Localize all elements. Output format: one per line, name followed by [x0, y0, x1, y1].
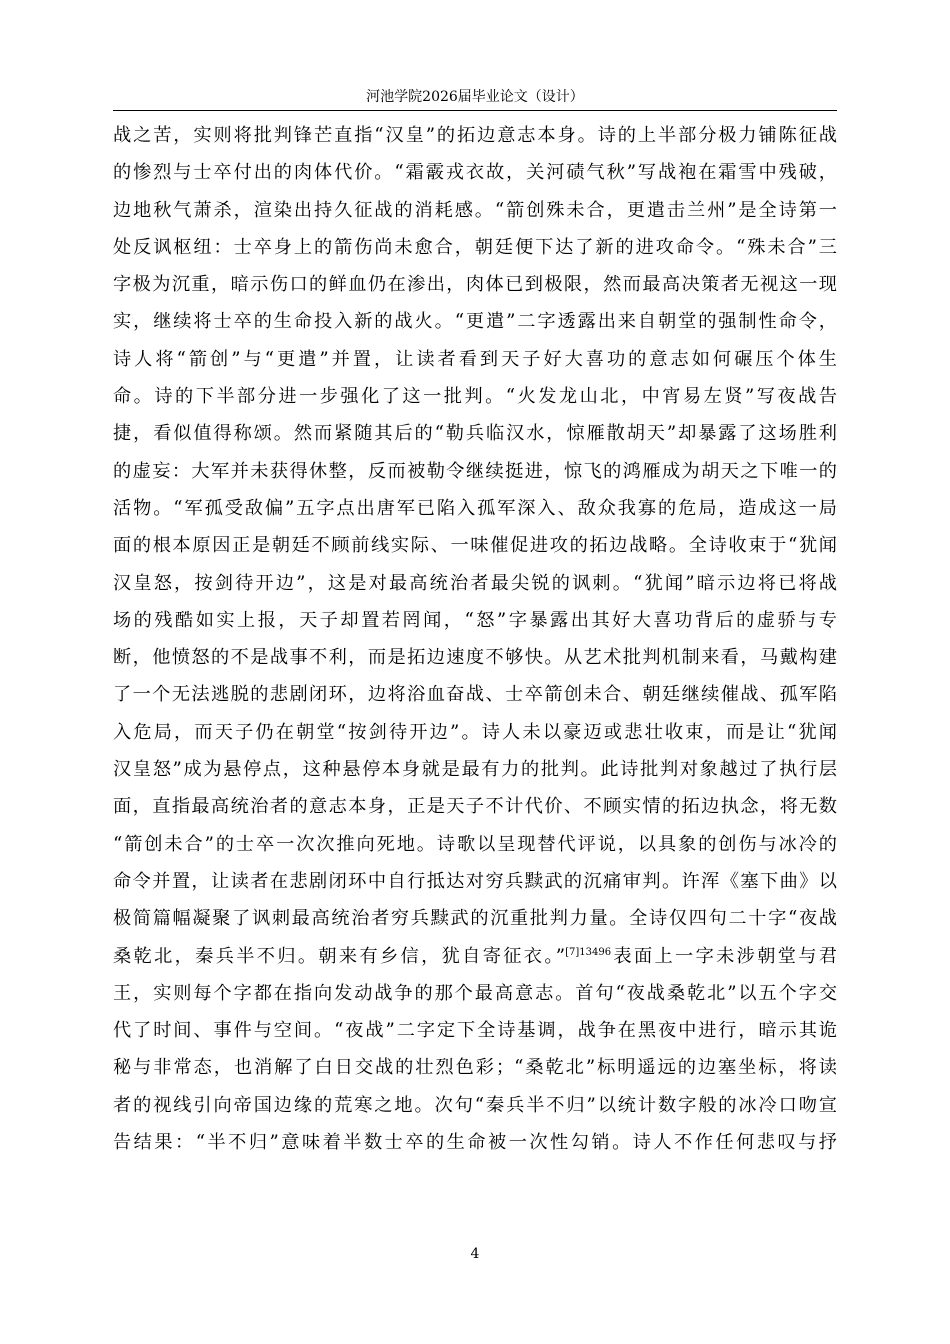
page-header: [113, 84, 837, 111]
text-line: 汉皇怒”成为悬停点，这种悬停本身就是最有力的批判。此诗批判对象越过了执行层: [113, 759, 837, 781]
header-title: 河池学院2026届毕业论文（设计）: [366, 89, 584, 105]
text-line: 入危局，而天子仍在朝堂“按剑待开边”。诗人未以豪迈或悲壮收束，而是让“犹闻: [113, 721, 837, 743]
text-line: 诗人将“箭创”与“更遣”并置，让读者看到天子好大喜功的意志如何碾压个体生: [113, 348, 837, 370]
text-line: 告结果：“半不归”意味着半数士卒的生命被一次性勾销。诗人不作任何悲叹与抒: [113, 1132, 837, 1154]
text-line: 断，他愤怒的不是战事不利，而是拓边速度不够快。从艺术批判机制来看，马戴构建: [113, 647, 837, 669]
text-line: 汉皇怒，按剑待开边”，这是对最高统治者最尖锐的讽刺。“犹闻”暗示边将已将战: [113, 572, 837, 594]
text-line: 捷，看似值得称颂。然而紧随其后的“勒兵临汉水，惊雁散胡天”却暴露了这场胜利: [113, 423, 837, 445]
text-line-with-citation: [113, 938, 837, 975]
text-line: 边地秋气萧杀，渲染出持久征战的消耗感。“箭创殊未合，更遣击兰州”是全诗第一: [113, 199, 837, 221]
text-line: 秘与非常态，也消解了白日交战的壮烈色彩；“桑乾北”标明遥远的边塞坐标，将读: [113, 1057, 837, 1079]
text-line: 王，实则每个字都在指向发动战争的那个最高意志。首句“夜战桑乾北”以五个字交: [113, 982, 837, 1004]
cite-line-after: 表面上一字未涉朝堂与君: [611, 945, 837, 967]
text-line: “箭创未合”的士卒一次次推向死地。诗歌以呈现替代评说，以具象的创伤与冰冷的: [113, 833, 837, 855]
text-line: 处反讽枢纽：士卒身上的箭伤尚未愈合，朝廷便下达了新的进攻命令。“殊未合”三: [113, 236, 837, 258]
text-line: 了一个无法逃脱的悲剧闭环，边将浴血奋战、士卒箭创未合、朝廷继续催战、孤军陷: [113, 684, 837, 706]
citation-superscript: [7]13496: [565, 946, 612, 958]
text-line: 战之苦，实则将批判锋芒直指“汉皇”的拓边意志本身。诗的上半部分极力铺陈征战: [113, 125, 837, 146]
text-line: 字极为沉重，暗示伤口的鲜血仍在渗出，肉体已到极限，然而最高决策者无视这一现: [113, 274, 837, 296]
text-line: 实，继续将士卒的生命投入新的战火。“更遣”二字透露出来自朝堂的强制性命令，: [113, 311, 837, 333]
page-number: 4: [470, 1246, 480, 1262]
text-line: 面，直指最高统治者的意志本身，正是天子不计代价、不顾实情的拓边执念，将无数: [113, 796, 837, 818]
text-line: 场的残酷如实上报，天子却置若罔闻，“怒”字暴露出其好大喜功背后的虚骄与专: [113, 609, 837, 631]
text-line: 命令并置，让读者在悲剧闭环中自行抵达对穷兵黩武的沉痛审判。许浑《塞下曲》以: [113, 870, 837, 892]
text-line: 代了时间、事件与空间。“夜战”二字定下全诗基调，战争在黑夜中进行，暗示其诡: [113, 1020, 837, 1042]
text-line: 极简篇幅凝聚了讽刺最高统治者穷兵黩武的沉重批判力量。全诗仅四句二十字“夜战: [113, 908, 837, 930]
text-line: 活物。“军孤受敌偏”五字点出唐军已陷入孤军深入、敌众我寡的危局，造成这一局: [113, 497, 837, 519]
text-line: 者的视线引向帝国边缘的荒寒之地。次句“秦兵半不归”以统计数字般的冰冷口吻宣: [113, 1094, 837, 1116]
text-line: 的虚妄：大军并未获得休整，反而被勒令继续挺进，惊飞的鸿雁成为胡天之下唯一的: [113, 460, 837, 482]
text-line: 命。诗的下半部分进一步强化了这一批判。“火发龙山北，中宵易左贤”写夜战告: [113, 386, 837, 408]
cite-line-before: 桑乾北，秦兵半不归。朝来有乡信，犹自寄征衣。”: [113, 945, 566, 967]
text-line: 面的根本原因正是朝廷不顾前线实际、一味催促进攻的拓边战略。全诗收束于“犹闻: [113, 535, 837, 557]
text-line: 的惨烈与士卒付出的肉体代价。“霜霰戎衣故，关河碛气秋”写战袍在霜雪中残破，: [113, 162, 837, 184]
body-text: [113, 117, 837, 1161]
